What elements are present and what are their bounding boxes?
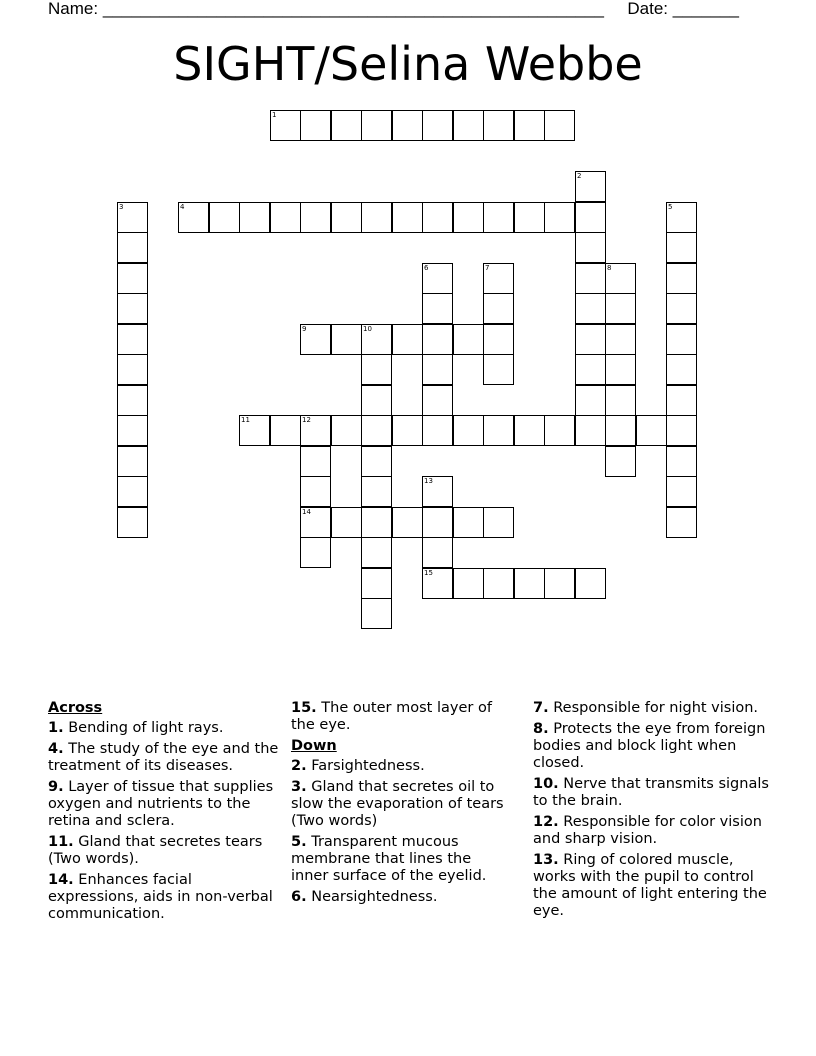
grid-cell[interactable] bbox=[300, 476, 331, 507]
clue-number: 14 bbox=[302, 508, 311, 516]
grid-cell[interactable] bbox=[666, 385, 697, 416]
grid-cell[interactable] bbox=[361, 324, 392, 355]
grid-cell[interactable] bbox=[422, 415, 453, 446]
grid-cell[interactable] bbox=[300, 446, 331, 477]
grid-cell[interactable] bbox=[300, 110, 331, 141]
grid-cell[interactable] bbox=[575, 293, 606, 324]
grid-cell[interactable] bbox=[483, 415, 514, 446]
grid-cell[interactable] bbox=[483, 324, 514, 355]
grid-cell[interactable] bbox=[575, 324, 606, 355]
grid-cell[interactable] bbox=[331, 507, 362, 538]
grid-cell[interactable] bbox=[605, 354, 636, 385]
grid-cell[interactable] bbox=[483, 263, 514, 294]
grid-cell[interactable] bbox=[575, 171, 606, 202]
grid-cell[interactable] bbox=[575, 232, 606, 263]
grid-cell[interactable] bbox=[117, 354, 148, 385]
grid-cell[interactable] bbox=[361, 415, 392, 446]
grid-cell[interactable] bbox=[361, 446, 392, 477]
grid-cell[interactable] bbox=[453, 415, 484, 446]
grid-cell[interactable] bbox=[117, 415, 148, 446]
grid-cell[interactable] bbox=[117, 293, 148, 324]
grid-cell[interactable] bbox=[514, 568, 545, 599]
clue-number: 12 bbox=[302, 416, 311, 424]
grid-cell[interactable] bbox=[422, 202, 453, 233]
clue-down-7: 7. Responsible for night vision. bbox=[533, 700, 759, 716]
clue-across-14: 14. Enhances facial expressions, aids in non-verbal communication. bbox=[48, 872, 273, 922]
grid-cell[interactable] bbox=[300, 507, 331, 538]
date-blank[interactable]: _______ bbox=[672, 0, 739, 18]
grid-cell[interactable] bbox=[117, 476, 148, 507]
clue-number: 15 bbox=[424, 569, 433, 577]
grid-cell[interactable] bbox=[361, 476, 392, 507]
grid-cell[interactable] bbox=[300, 537, 331, 568]
grid-cell[interactable] bbox=[575, 354, 606, 385]
grid-cell[interactable] bbox=[666, 232, 697, 263]
grid-cell[interactable] bbox=[514, 110, 545, 141]
grid-cell[interactable] bbox=[361, 202, 392, 233]
clue-number: 13 bbox=[424, 477, 433, 485]
across-heading: Across bbox=[48, 700, 103, 716]
grid-cell[interactable] bbox=[666, 293, 697, 324]
grid-cell[interactable] bbox=[636, 415, 667, 446]
grid-cell[interactable] bbox=[575, 385, 606, 416]
grid-cell[interactable] bbox=[331, 110, 362, 141]
clue-down-13: 13. Ring of colored muscle, works with the pupil to control the amount of light entering the eye. bbox=[533, 852, 767, 919]
clue-across-9: 9. Layer of tissue that supplies oxygen and nutrients to the retina and sclera. bbox=[48, 779, 274, 829]
grid-cell[interactable] bbox=[514, 415, 545, 446]
grid-cell[interactable] bbox=[239, 202, 270, 233]
grid-cell[interactable] bbox=[422, 537, 453, 568]
grid-cell[interactable] bbox=[453, 324, 484, 355]
grid-cell[interactable] bbox=[117, 324, 148, 355]
clue-number: 3 bbox=[119, 203, 124, 211]
grid-cell[interactable] bbox=[331, 324, 362, 355]
grid-cell[interactable] bbox=[331, 415, 362, 446]
grid-cell[interactable] bbox=[575, 263, 606, 294]
grid-cell[interactable] bbox=[575, 202, 606, 233]
name-label: Name: bbox=[48, 0, 99, 18]
clue-down-12: 12. Responsible for color vision and sharp vision. bbox=[533, 814, 762, 847]
grid-cell[interactable] bbox=[605, 446, 636, 477]
grid-cell[interactable] bbox=[544, 568, 575, 599]
grid-cell[interactable] bbox=[422, 476, 453, 507]
grid-cell[interactable] bbox=[239, 415, 270, 446]
grid-cell[interactable] bbox=[361, 507, 392, 538]
grid-cell[interactable] bbox=[361, 110, 392, 141]
grid-cell[interactable] bbox=[422, 110, 453, 141]
clue-down-6: 6. Nearsightedness. bbox=[291, 889, 438, 905]
grid-cell[interactable] bbox=[178, 202, 209, 233]
clue-column-3 bbox=[533, 700, 769, 924]
grid-cell[interactable] bbox=[361, 568, 392, 599]
grid-cell[interactable] bbox=[666, 324, 697, 355]
grid-cell[interactable] bbox=[483, 293, 514, 324]
clue-down-8: 8. Protects the eye from foreign bodies and block light when closed. bbox=[533, 721, 766, 771]
grid-cell[interactable] bbox=[392, 110, 423, 141]
grid-cell[interactable] bbox=[666, 415, 697, 446]
clue-number: 4 bbox=[180, 203, 185, 211]
grid-cell[interactable] bbox=[422, 354, 453, 385]
grid-cell[interactable] bbox=[483, 354, 514, 385]
grid-cell[interactable] bbox=[361, 537, 392, 568]
grid-cell[interactable] bbox=[544, 415, 575, 446]
clue-number: 11 bbox=[241, 416, 250, 424]
clue-number: 9 bbox=[302, 325, 307, 333]
grid-cell[interactable] bbox=[422, 568, 453, 599]
grid-cell[interactable] bbox=[270, 202, 301, 233]
grid-cell[interactable] bbox=[453, 110, 484, 141]
clue-across-15: 15. The outer most layer of the eye. bbox=[291, 700, 492, 733]
grid-cell[interactable] bbox=[483, 507, 514, 538]
grid-cell[interactable] bbox=[544, 202, 575, 233]
grid-cell[interactable] bbox=[361, 385, 392, 416]
clue-number: 7 bbox=[485, 264, 490, 272]
grid-cell[interactable] bbox=[270, 415, 301, 446]
grid-cell[interactable] bbox=[453, 202, 484, 233]
grid-cell[interactable] bbox=[514, 202, 545, 233]
grid-cell[interactable] bbox=[117, 232, 148, 263]
clue-number: 6 bbox=[424, 264, 429, 272]
grid-cell[interactable] bbox=[605, 415, 636, 446]
grid-cell[interactable] bbox=[422, 324, 453, 355]
grid-cell[interactable] bbox=[605, 293, 636, 324]
grid-cell[interactable] bbox=[117, 507, 148, 538]
grid-cell[interactable] bbox=[270, 110, 301, 141]
grid-cell[interactable] bbox=[483, 202, 514, 233]
grid-cell[interactable] bbox=[392, 324, 423, 355]
grid-cell[interactable] bbox=[331, 202, 362, 233]
name-blank[interactable]: _____________________________________________________ bbox=[102, 0, 604, 18]
down-heading: Down bbox=[291, 738, 337, 754]
clue-down-2: 2. Farsightedness. bbox=[291, 758, 425, 774]
clue-number: 8 bbox=[607, 264, 612, 272]
grid-cell[interactable] bbox=[666, 354, 697, 385]
clue-down-3: 3. Gland that secretes oil to slow the evaporation of tears (Two words) bbox=[291, 779, 504, 829]
grid-cell[interactable] bbox=[422, 293, 453, 324]
grid-cell[interactable] bbox=[605, 324, 636, 355]
grid-cell[interactable] bbox=[666, 263, 697, 294]
grid-cell[interactable] bbox=[300, 202, 331, 233]
grid-cell[interactable] bbox=[300, 324, 331, 355]
grid-cell[interactable] bbox=[666, 476, 697, 507]
clue-across-11: 11. Gland that secretes tears (Two words). bbox=[48, 834, 263, 867]
grid-cell[interactable] bbox=[117, 446, 148, 477]
grid-cell[interactable] bbox=[392, 415, 423, 446]
clue-across-4: 4. The study of the eye and the treatment of its diseases. bbox=[48, 741, 279, 774]
grid-cell[interactable] bbox=[544, 110, 575, 141]
grid-cell[interactable] bbox=[422, 507, 453, 538]
grid-cell[interactable] bbox=[605, 263, 636, 294]
grid-cell[interactable] bbox=[361, 598, 392, 629]
grid-cell[interactable] bbox=[117, 202, 148, 233]
page-title: SIGHT/Selina Webbe bbox=[173, 37, 643, 91]
grid-cell[interactable] bbox=[117, 385, 148, 416]
grid-cell[interactable] bbox=[453, 507, 484, 538]
clue-number: 2 bbox=[577, 172, 582, 180]
grid-cell[interactable] bbox=[666, 202, 697, 233]
date-label: Date: bbox=[627, 0, 669, 18]
clue-number: 5 bbox=[668, 203, 673, 211]
grid-cell[interactable] bbox=[605, 385, 636, 416]
grid-cell[interactable] bbox=[422, 385, 453, 416]
grid-cell[interactable] bbox=[483, 568, 514, 599]
grid-cell[interactable] bbox=[392, 507, 423, 538]
grid-cell[interactable] bbox=[361, 354, 392, 385]
grid-cell[interactable] bbox=[575, 568, 606, 599]
clue-down-5: 5. Transparent mucous membrane that lines the inner surface of the eyelid. bbox=[291, 834, 487, 884]
grid-cell[interactable] bbox=[392, 202, 423, 233]
grid-cell[interactable] bbox=[422, 263, 453, 294]
grid-cell[interactable] bbox=[666, 507, 697, 538]
clue-column-1 bbox=[48, 700, 284, 927]
grid-cell[interactable] bbox=[117, 263, 148, 294]
clue-number: 10 bbox=[363, 325, 372, 333]
clue-column-2 bbox=[291, 700, 513, 910]
clue-down-10: 10. Nerve that transmits signals to the brain. bbox=[533, 776, 769, 809]
grid-cell[interactable] bbox=[300, 415, 331, 446]
grid-cell[interactable] bbox=[453, 568, 484, 599]
grid-cell[interactable] bbox=[575, 415, 606, 446]
grid-cell[interactable] bbox=[666, 446, 697, 477]
clue-number: 1 bbox=[272, 111, 277, 119]
grid-cell[interactable] bbox=[209, 202, 240, 233]
grid-cell[interactable] bbox=[483, 110, 514, 141]
clue-across-1: 1. Bending of light rays. bbox=[48, 720, 224, 736]
